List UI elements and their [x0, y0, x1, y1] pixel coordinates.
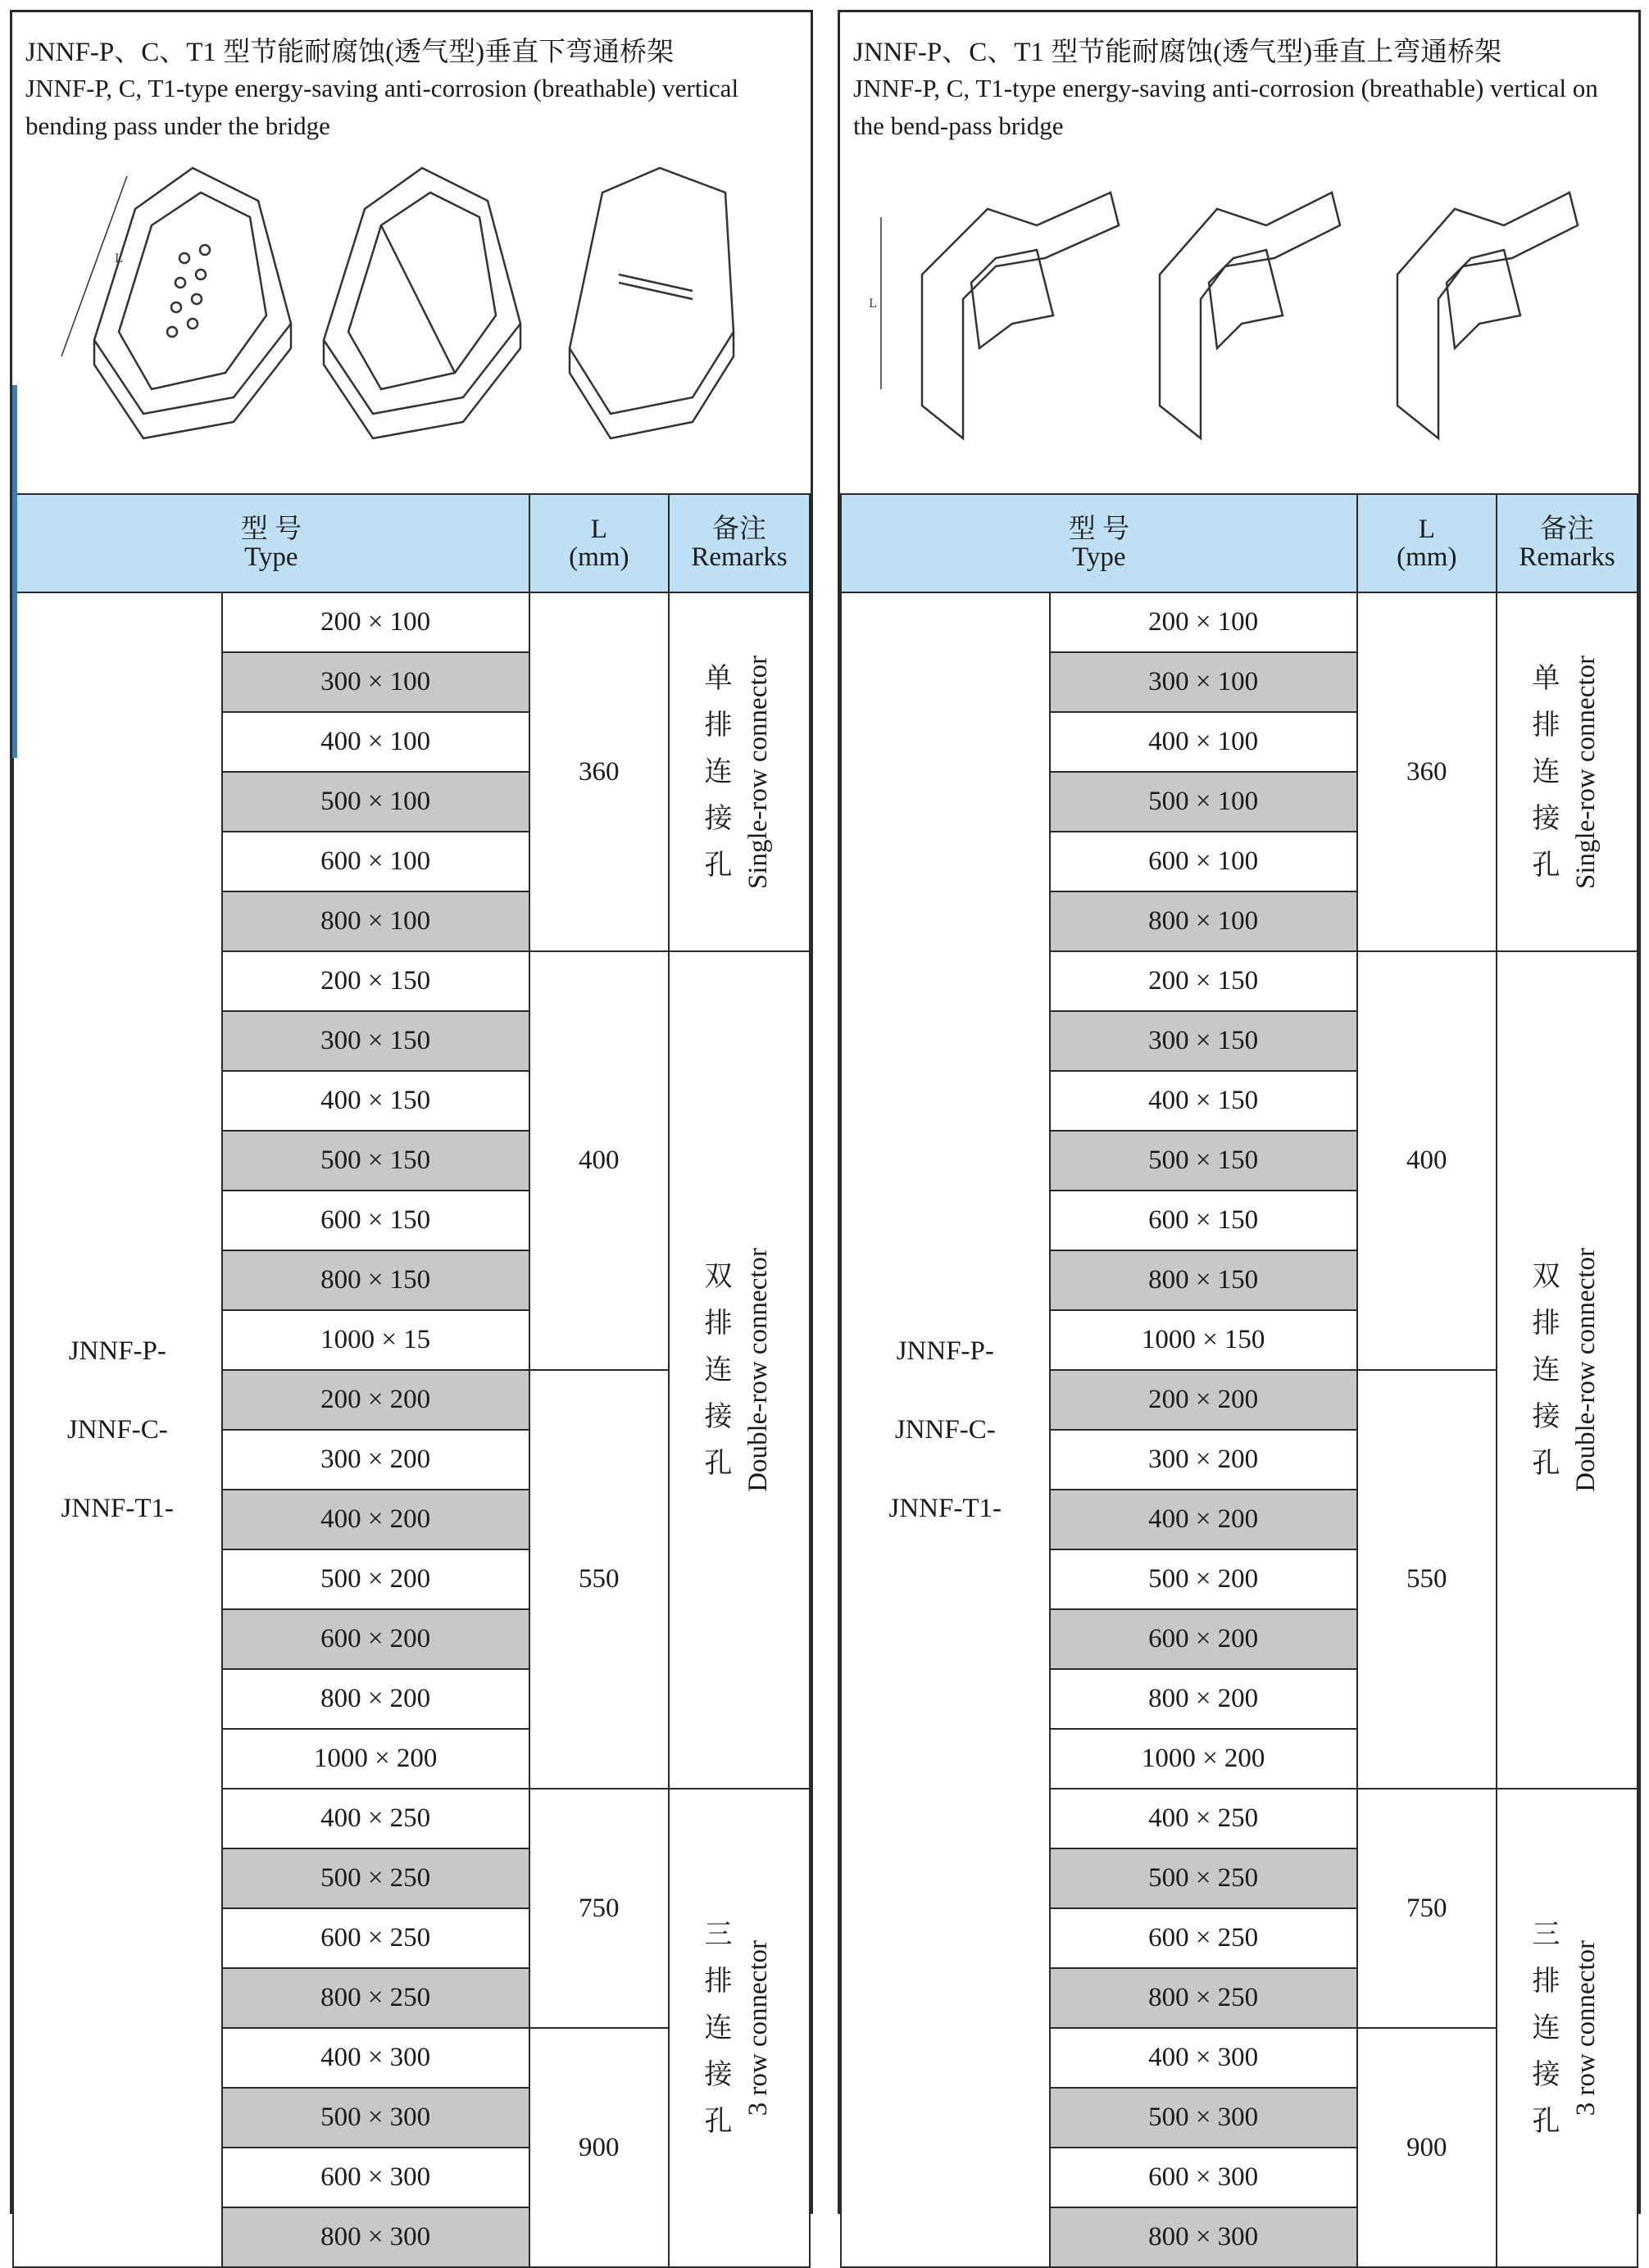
table-row: 600 × 250 [1050, 1908, 1357, 1968]
tray-drawing-solid [324, 168, 520, 438]
table-row: 500 × 100 [222, 772, 529, 832]
right-panel [838, 10, 1641, 2252]
table-row: 800 × 100 [1050, 891, 1357, 951]
table-row: 800 × 150 [222, 1250, 529, 1310]
table-row: 300 × 100 [222, 652, 529, 712]
table-row: 800 × 200 [1050, 1669, 1357, 1729]
model-name: JNNF-T1- [888, 1494, 1002, 1523]
table-row: 200 × 100 [222, 592, 529, 652]
table-row: 200 × 200 [222, 1370, 529, 1430]
table-row: 800 × 300 [222, 2207, 529, 2267]
right-th-remarks: 备注 Remarks [1497, 494, 1638, 592]
l-value: 360 [1357, 592, 1497, 951]
table-row: 400 × 300 [1050, 2028, 1357, 2088]
table-row: 600 × 250 [222, 1908, 529, 1968]
table-row: 300 × 150 [1050, 1011, 1357, 1071]
table-row: 200 × 150 [1050, 951, 1357, 1011]
l-value: 900 [1357, 2028, 1497, 2267]
left-illustration [45, 160, 783, 455]
table-row: 1000 × 15 [222, 1310, 529, 1370]
left-panel [10, 10, 813, 2252]
table-row: 300 × 200 [222, 1430, 529, 1490]
table-row: 300 × 100 [1050, 652, 1357, 712]
remark-double: 双 排 连 接 孔 Double-row connector [1497, 951, 1638, 1789]
l-value: 360 [529, 592, 669, 951]
table-row: 400 × 150 [1050, 1071, 1357, 1131]
left-title-zh: JNNF-P、C、T1 型节能耐腐蚀(透气型)垂直下弯通桥架 [25, 38, 675, 67]
tray-drawing-ladder [570, 168, 734, 438]
tray-drawing-ladder-up [1397, 193, 1578, 438]
table-row: 400 × 100 [1050, 712, 1357, 772]
left-th-l: L (mm) [529, 494, 669, 592]
l-value: 750 [529, 1789, 669, 2028]
right-th-l: L (mm) [1357, 494, 1497, 592]
table-row: 600 × 300 [222, 2148, 529, 2207]
remark-triple: 三 排 连 接 孔 3 row connector [1497, 1789, 1638, 2267]
remark-single: 单 排 连 接 孔 Single-row connector [669, 592, 810, 951]
table-row: 400 × 300 [222, 2028, 529, 2088]
left-model-cell [13, 592, 222, 2267]
right-th-type: 型 号 Type [841, 494, 1357, 592]
table-row: 600 × 150 [1050, 1191, 1357, 1250]
l-value: 400 [529, 951, 669, 1370]
right-spec-table [840, 493, 1638, 2268]
table-row: 600 × 200 [1050, 1609, 1357, 1669]
table-row: 200 × 150 [222, 951, 529, 1011]
table-row: 500 × 200 [222, 1549, 529, 1609]
model-name: JNNF-C- [66, 1415, 168, 1445]
table-row: 600 × 200 [222, 1609, 529, 1669]
table-row: 500 × 100 [1050, 772, 1357, 832]
table-row: 400 × 250 [1050, 1789, 1357, 1848]
table-row: 600 × 100 [222, 832, 529, 891]
l-value: 900 [529, 2028, 669, 2267]
model-name: JNNF-P- [68, 1336, 166, 1366]
table-row: 500 × 300 [222, 2088, 529, 2148]
right-dim-label: L [869, 297, 877, 311]
table-row: 400 × 250 [222, 1789, 529, 1848]
table-row: 400 × 200 [1050, 1490, 1357, 1549]
right-title-en: JNNF-P, C, T1-type energy-saving anti-corrosion (breathable) vertical on the bend-pass bridge [853, 74, 1598, 140]
right-title-zh: JNNF-P、C、T1 型节能耐腐蚀(透气型)垂直上弯通桥架 [853, 38, 1502, 67]
table-row: 800 × 300 [1050, 2207, 1357, 2267]
table-row: 400 × 150 [222, 1071, 529, 1131]
table-row: 800 × 250 [1050, 1968, 1357, 2028]
tray-drawing-perforated-up [869, 193, 1119, 438]
table-row: 500 × 250 [222, 1848, 529, 1908]
right-illustration [869, 160, 1610, 455]
tray-drawing-perforated [61, 168, 291, 438]
table-row: 400 × 100 [222, 712, 529, 772]
table-row: 300 × 150 [222, 1011, 529, 1071]
table-row: 500 × 150 [222, 1131, 529, 1191]
left-th-type: 型 号 Type [13, 494, 529, 592]
table-row: 500 × 150 [1050, 1131, 1357, 1191]
table-row: 500 × 250 [1050, 1848, 1357, 1908]
table-row: 800 × 250 [222, 1968, 529, 2028]
left-title-en: JNNF-P, C, T1-type energy-saving anti-corrosion (breathable) vertical bending pass under the bridge [25, 74, 739, 140]
table-row: 500 × 300 [1050, 2088, 1357, 2148]
table-row: 1000 × 200 [1050, 1729, 1357, 1789]
remark-double: 双 排 连 接 孔 Double-row connector [669, 951, 810, 1789]
table-row: 800 × 100 [222, 891, 529, 951]
right-model-cell [841, 592, 1050, 2267]
table-row: 400 × 200 [222, 1490, 529, 1549]
l-value: 550 [529, 1370, 669, 1789]
table-row: 1000 × 200 [222, 1729, 529, 1789]
left-header [12, 12, 811, 496]
model-name: JNNF-C- [894, 1415, 996, 1445]
remark-single: 单 排 连 接 孔 Single-row connector [1497, 592, 1638, 951]
table-row: 500 × 200 [1050, 1549, 1357, 1609]
left-dim-label: L [115, 252, 123, 265]
table-row: 600 × 150 [222, 1191, 529, 1250]
right-header [840, 12, 1638, 496]
left-th-remarks: 备注 Remarks [669, 494, 810, 592]
table-row: 800 × 200 [222, 1669, 529, 1729]
table-row: 1000 × 150 [1050, 1310, 1357, 1370]
remark-triple: 三 排 连 接 孔 3 row connector [669, 1789, 810, 2267]
table-row: 200 × 100 [1050, 592, 1357, 652]
tray-drawing-solid-up [1160, 193, 1340, 438]
l-value: 400 [1357, 951, 1497, 1370]
left-spec-table [12, 493, 811, 2268]
table-row: 600 × 300 [1050, 2148, 1357, 2207]
model-name: JNNF-T1- [61, 1494, 175, 1523]
accent-bar [12, 385, 17, 758]
table-row: 600 × 100 [1050, 832, 1357, 891]
table-row: 800 × 150 [1050, 1250, 1357, 1310]
l-value: 750 [1357, 1789, 1497, 2028]
model-name: JNNF-P- [896, 1336, 994, 1366]
l-value: 550 [1357, 1370, 1497, 1789]
table-row: 300 × 200 [1050, 1430, 1357, 1490]
table-row: 200 × 200 [1050, 1370, 1357, 1430]
